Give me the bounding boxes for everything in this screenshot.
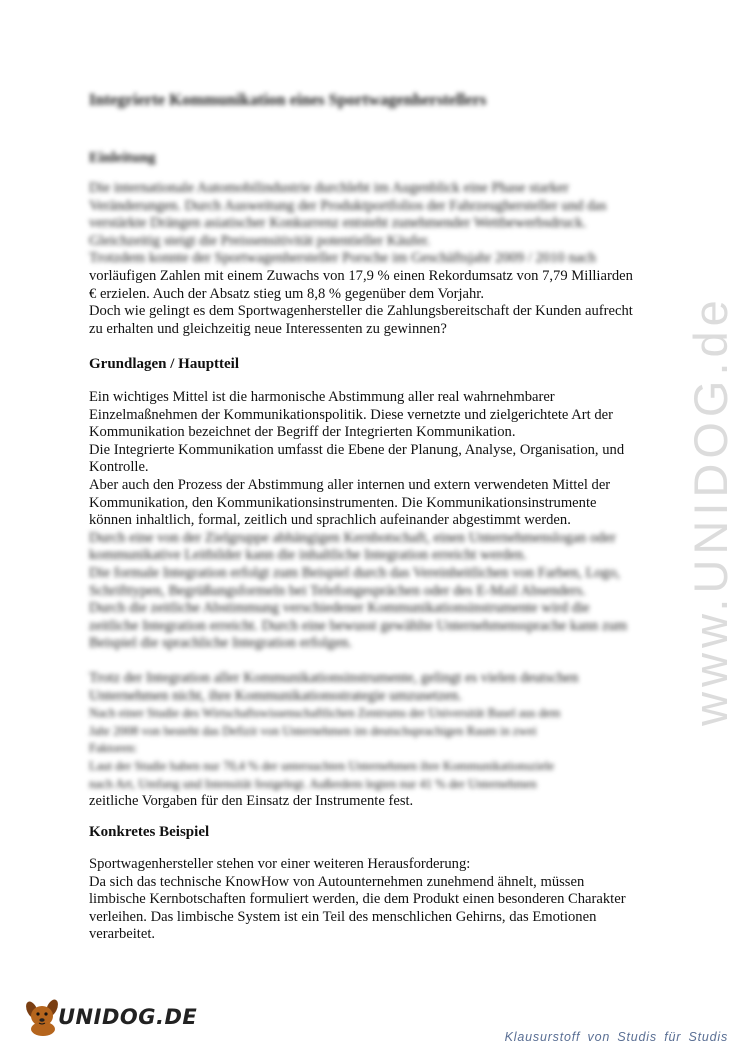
text-line: verstärkte Drängen asiatischer Konkurrenz entsteht zunehmender Wettbewerbsdruck. xyxy=(89,215,587,232)
unidog-logo xyxy=(22,995,197,1039)
text-line: Trotz der Integration aller Kommunikationsinstrumente, gelingt es vielen deutschen xyxy=(89,670,579,686)
watermark-text: www.UNIDOG.de xyxy=(683,294,737,726)
text-line: Durch die zeitliche Abstimmung verschiedener Kommunikationsinstrumente wird die xyxy=(89,600,590,617)
paragraph-grundlagen-2 xyxy=(89,670,679,811)
text-line: zeitliche Integration erreicht. Durch eine bewusst gewählte Unternehmenssprache kann zum xyxy=(89,617,628,634)
text-line: Einzelmaßnehmen der Kommunikationspolitik. Diese vernetzte und zielgerichtete Art der xyxy=(89,406,613,423)
text-line: Schrifttypen, Begrüßungsformeln bei Telefongesprächen oder des E-Mail Absenders. xyxy=(89,582,586,599)
document-title: Integrierte Kommunikation eines Sportwagenherstellers xyxy=(89,90,487,109)
text-line: können inhaltlich, formal, zeitlich und sprachlich aufeinander abgestimmt werden. xyxy=(89,512,571,529)
text-line: Beispiel die sprachliche Integration erfolgen. xyxy=(89,635,352,652)
text-line: Gleichzeitig steigt die Preissensitivität potentieller Käufer. xyxy=(89,232,431,249)
text-line: Veränderungen. Durch Ausweitung der Produktportfolios der Fahrzeughersteller und das xyxy=(89,197,607,214)
text-line: nach Art, Umfang und Intensität festgelegt. Außerdem legten nur 41 % der Unternehmen xyxy=(89,776,537,791)
text-line: verleihen. Das limbische System ist ein Teil des menschlichen Gehirns, das Emotionen xyxy=(89,908,597,925)
dog-eye-right xyxy=(44,1012,47,1015)
text-line: Nach einer Studie des Wirtschaftswissenschaftlichen Zentrums der Universität Basel aus dem xyxy=(89,706,561,721)
text-line: Aber auch den Prozess der Abstimmung aller internen und extern verwendeten Mittel der xyxy=(89,476,611,493)
text-line: Die Integrierte Kommunikation umfasst die Ebene der Planung, Analyse, Organisation, und xyxy=(89,441,625,458)
text-line: € erzielen. Auch der Absatz stieg um 8,8 % gegenüber dem Vorjahr. xyxy=(89,285,485,302)
text-line: Trotzdem konnte der Sportwagenhersteller Porsche im Geschäftsjahr 2009 / 2010 nach xyxy=(89,250,596,267)
text-line: Kommunikation, den Kommunikationsinstrumenten. Die Kommunikationsinstrumente xyxy=(89,494,597,511)
text-line: Ein wichtiges Mittel ist die harmonische Abstimmung aller real wahrnehmbarer xyxy=(89,389,555,405)
text-line: Kontrolle. xyxy=(89,459,149,476)
text-line: Kommunikation bezeichnet der Begriff der Integrierten Kommunikation. xyxy=(89,424,516,441)
text-line: zu erhalten und gleichzeitig neue Interessenten zu gewinnen? xyxy=(89,320,447,337)
text-line: Unternehmen nicht, ihre Kommunikationsstrategie umzusetzen. xyxy=(89,687,462,704)
text-line: limbische Kernbotschaften formuliert werden, die dem Produkt einen besonderen Charakter xyxy=(89,891,626,908)
footer-tagline: Klausurstoff von Studis für Studis xyxy=(504,1030,728,1044)
text-line: Faktoren: xyxy=(89,741,138,756)
section-heading-beispiel: Konkretes Beispiel xyxy=(89,824,210,840)
paragraph-grundlagen-1 xyxy=(89,389,679,653)
text-line: Jahr 2008 von besteht das Defizit von Unternehmen im deutschsprachigen Raum in zwei xyxy=(89,723,537,738)
dog-eye-left xyxy=(36,1012,39,1015)
text-line: Da sich das technische KnowHow von Autounternehmen zunehmend ähnelt, müssen xyxy=(89,873,585,890)
section-heading-grundlagen: Grundlagen / Hauptteil xyxy=(89,356,240,372)
text-line: zeitliche Vorgaben für den Einsatz der Instrumente fest. xyxy=(89,793,414,810)
text-line: Durch eine von der Zielgruppe abhängigen Kernbotschaft, einen Unternehmenslogan oder xyxy=(89,529,616,546)
logo-text: UNIDOG.DE xyxy=(58,1005,198,1029)
text-line: kommunikative Leitbilder kann die inhaltliche Integration erreicht werden. xyxy=(89,547,527,564)
text-line: Doch wie gelingt es dem Sportwagenhersteller die Zahlungsbereitschaft der Kunden aufrecht xyxy=(89,303,633,320)
text-line: vorläufigen Zahlen mit einem Zuwachs von 17,9 % einen Rekordumsatz von 7,79 Milliarden xyxy=(89,267,633,284)
paragraph-einleitung xyxy=(89,180,679,338)
text-line: Laut der Studie haben nur 70,4 % der untersuchten Unternehmen ihre Kommunikationsziele xyxy=(89,758,555,773)
section-heading-einleitung: Einleitung xyxy=(89,150,156,166)
paragraph-beispiel xyxy=(89,856,679,944)
text-line: Die formale Integration erfolgt zum Beispiel durch das Vereinheitlichen von Farben, Logo, xyxy=(89,564,621,581)
text-line: Sportwagenhersteller stehen vor einer weiteren Herausforderung: xyxy=(89,856,471,872)
text-line: Die internationale Automobilindustrie durchlebt im Augenblick eine Phase starker xyxy=(89,180,569,196)
text-line: verarbeitet. xyxy=(89,926,156,943)
dog-nose xyxy=(39,1018,44,1022)
